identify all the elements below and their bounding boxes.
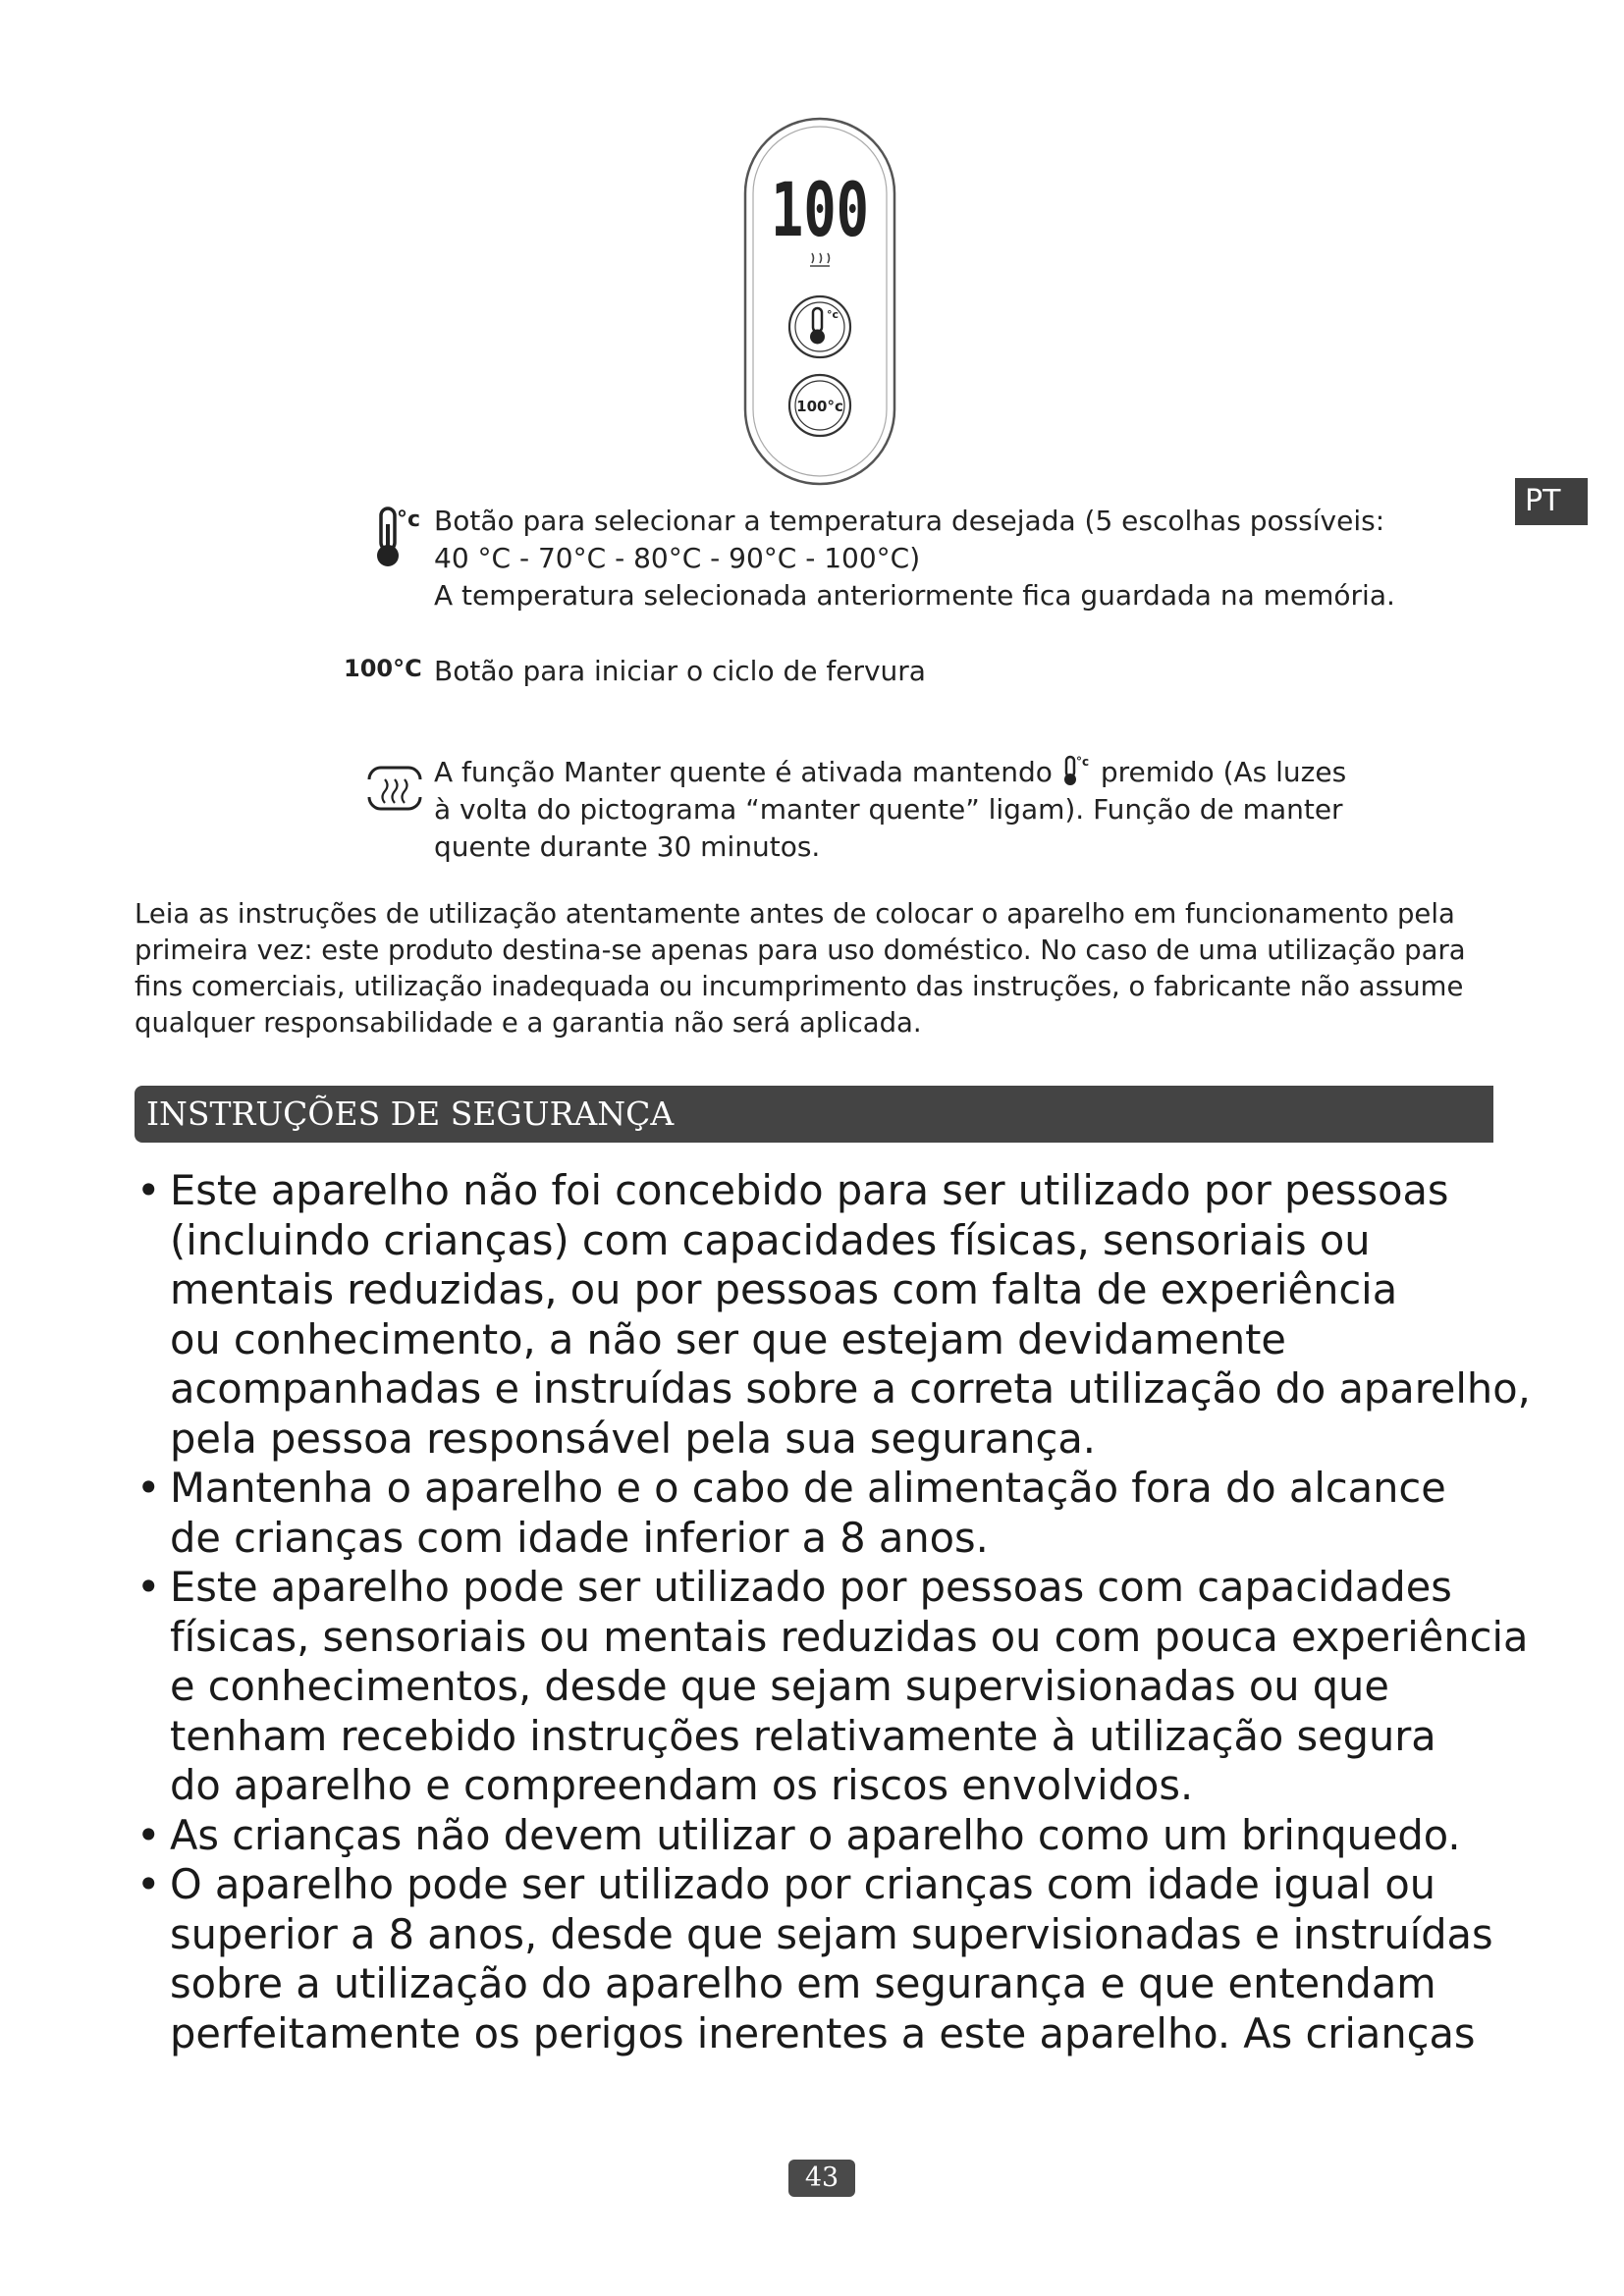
svg-text:100°c: 100°c — [796, 398, 843, 415]
legend-temperature — [339, 503, 1438, 620]
temperature-description: Botão para selecionar a temperatura desejada (5 escolhas possíveis: 40 °C - 70°C - 80°C - 90°C - 100°C) A temperatura selecionada anteriormente fica guardada na memória. — [434, 505, 1395, 612]
svg-text:°c: °c — [1075, 755, 1089, 769]
boil-label-icon: 100°C — [344, 655, 422, 682]
display-readout: 100 — [771, 166, 869, 253]
thermometer-inline-icon — [1061, 754, 1101, 787]
boil-button-icon — [789, 375, 850, 436]
list-item: • Este aparelho pode ser utilizado por pessoas com capacidades físicas, sensoriais ou mentais reduzidas ou com pouca experiência e conhecimentos, desde que sejam supervisionadas ou que tenham recebido instruções relativamente à utilização segura do aparelho e compreendam os riscos envolvidos. — [136, 1563, 1529, 1809]
section-heading: INSTRUÇÕES DE SEGURANÇA — [135, 1086, 1493, 1143]
keep-warm-icon — [363, 760, 426, 819]
list-item: • O aparelho pode ser utilizado por crianças com idade igual ou superior a 8 anos, desde que sejam supervisionadas e instruídas sobre a utilização do aparelho em segurança e que entendam perfeitamente os perigos inerentes a este aparelho. As crianças — [136, 1860, 1493, 2057]
temperature-button-icon — [789, 296, 850, 357]
intro-paragraph: Leia as instruções de utilização atentamente antes de colocar o aparelho em funcionamento pela primeira vez: este produto destina-se apenas para uso doméstico. No caso de uma utilização para fins comerciais, utilização inadequada ou incumprimento das instruções, o fabricante não assume qualquer responsabilidade e a garantia não será aplicada. — [135, 898, 1466, 1039]
legend-boil — [339, 653, 1438, 692]
legend-keep-warm — [339, 754, 1438, 872]
control-panel-diagram — [741, 116, 898, 489]
list-item: • As crianças não devem utilizar o aparelho como um brinquedo. — [136, 1810, 1461, 1859]
keep-warm-description: A função Manter quente é ativada mantendo °c premido (As luzes à volta do pictograma “manter quente” ligam). Função de manter quente durante 30 minutos. — [434, 755, 1347, 863]
boil-description: Botão para iniciar o ciclo de fervura — [434, 655, 926, 687]
safety-instructions-list — [135, 1166, 1531, 2058]
svg-text:°c: °c — [397, 507, 421, 532]
svg-text:°c: °c — [827, 308, 839, 321]
page-number: 43 — [788, 2160, 855, 2197]
language-tab: PT — [1515, 478, 1588, 525]
list-item: • Mantenha o aparelho e o cabo de alimentação fora do alcance de crianças com idade inferior a 8 anos. — [136, 1464, 1446, 1562]
list-item: • Este aparelho não foi concebido para ser utilizado por pessoas (incluindo crianças) com capacidades físicas, sensoriais ou mentais reduzidas, ou por pessoas com falta de experiência ou conhecimento, a não ser que estejam devidamente acompanhadas e instruídas sobre a correta utilização do aparelho, pela pessoa responsável pela sua segurança. — [136, 1166, 1531, 1463]
